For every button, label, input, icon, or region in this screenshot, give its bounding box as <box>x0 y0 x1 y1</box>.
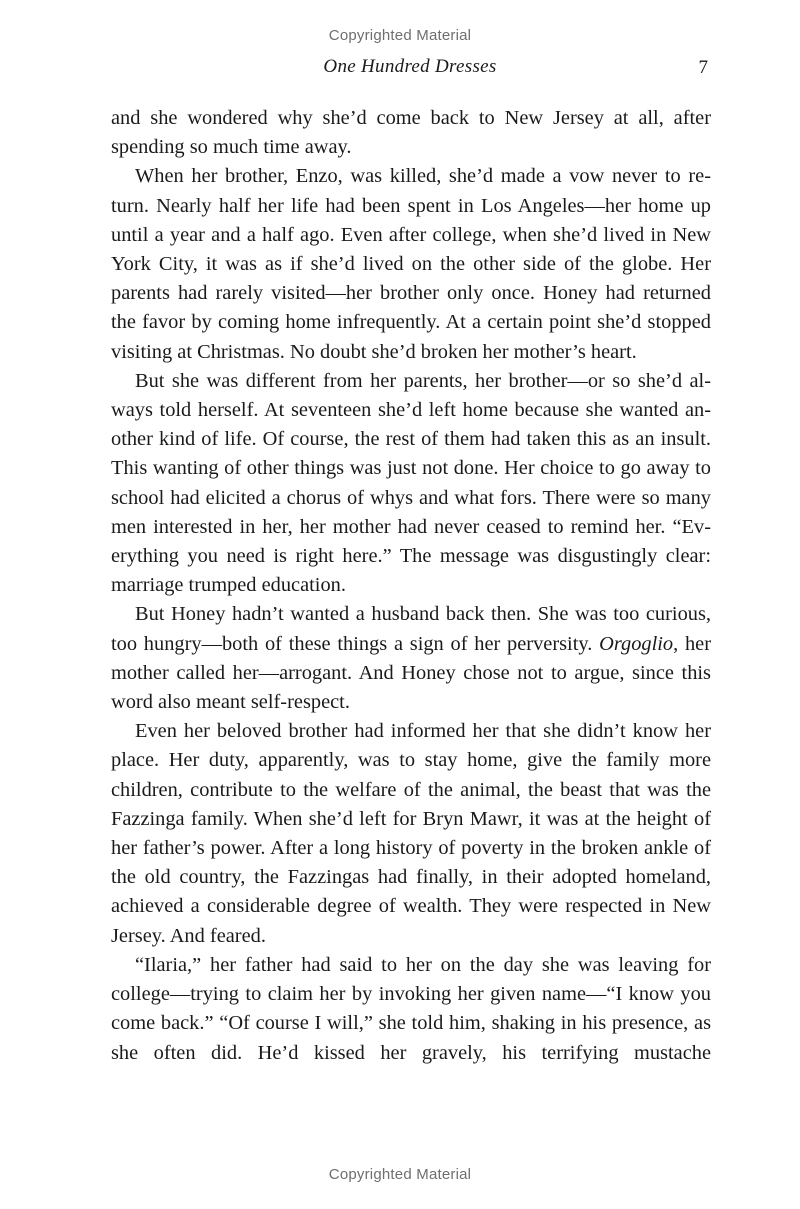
running-header <box>0 56 800 80</box>
body-text <box>111 104 711 1068</box>
paragraph-5: Even her beloved brother had informed her that she didn’t know her place. Her duty, apparently, was to stay home, give the family more children, contribute to the welfare of the animal, the beast that was the Fazzinga family. When she’d left for Bryn Mawr, it was at the height of her father’s power. After a long history of poverty in the broken ankle of the old country, the Fazzingas had finally, in their adopted homeland, achieved a considerable degree of wealth. They were respected in New Jersey. And feared. <box>111 720 711 947</box>
copyright-watermark-bottom: Copyrighted Material <box>328 1166 472 1183</box>
paragraph-4-text-after: , her mother called her—arrogant. And Honey chose not to argue, since this word also meant self-respect. <box>111 632 711 714</box>
paragraph-6: “Ilaria,” her father had said to her on the day she was leaving for college—trying to claim her by invoking her given name—“I know you come back.” “Of course I will,” she told him, shaking in his presence, as she often did. He’d kissed her gravely, his terrifying mustache <box>111 953 711 1064</box>
paragraph-3: But she was different from her parents, her brother—or so she’d always told herself. At seventeen she’d left home because she wanted another kind of life. Of course, the rest of them had taken this as an insult. This wanting of other things was just not done. Her choice to go away to school had elicited a chorus of whys and what fors. There were so many men interested in her, her mother had never ceased to remind her. “Everything you need is right here.” The message was disgustingly clear: marriage trumped education. <box>111 369 711 597</box>
italic-word-orgoglio: Orgoglio <box>599 632 674 655</box>
paragraph-1: and she wondered why she’d come back to New Jersey at all, after spending so much time away. <box>111 107 711 159</box>
paragraph-4-text-before: But Honey hadn’t wanted a husband back then. She was too curious, too hungry—both of these things a sign of her perversity. <box>111 603 711 655</box>
running-title: One Hundred Dresses <box>323 56 497 77</box>
paragraph-2: When her brother, Enzo, was killed, she’d made a vow never to return. Nearly half her life had been spent in Los Angeles—her home up until a year and a half ago. Even after college, when she’d lived in New York City, it was as if she’d lived on the other side of the globe. Her parents had rarely visited—her brother only once. Honey had returned the favor by coming home infrequently. At a certain point she’d stopped visiting at Christmas. No doubt she’d broken her mother’s heart. <box>111 165 711 363</box>
page-number: 7 <box>698 57 708 78</box>
copyright-watermark-top: Copyrighted Material <box>328 27 472 44</box>
paragraph-4 <box>111 600 711 717</box>
